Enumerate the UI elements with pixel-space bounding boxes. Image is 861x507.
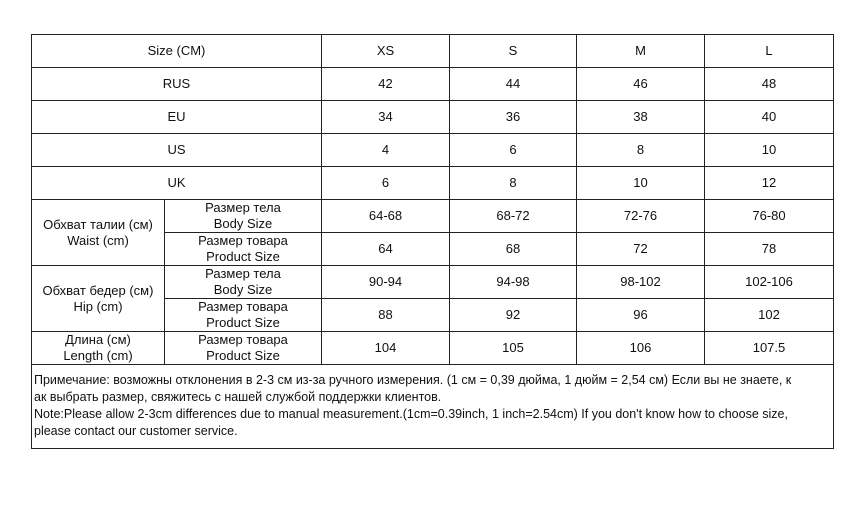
- note-en-line-2: please contact our customer service.: [34, 424, 238, 438]
- product-size-label-en: Product Size: [206, 249, 280, 264]
- table-cell: 96: [577, 299, 705, 332]
- product-size-label: [165, 233, 322, 266]
- table-cell: 8: [577, 134, 705, 167]
- table-cell: 76-80: [705, 200, 834, 233]
- body-size-label-ru: Размер тела: [205, 200, 281, 215]
- body-size-label: [165, 266, 322, 299]
- product-size-label: [165, 299, 322, 332]
- hip-label-en: Hip (cm): [73, 298, 123, 314]
- header-row: [32, 35, 834, 68]
- table-cell: 88: [322, 299, 450, 332]
- length-label-en: Length (cm): [63, 348, 133, 363]
- table-cell: 105: [450, 332, 577, 365]
- size-chart-table: [31, 34, 834, 449]
- table-cell: 40: [705, 101, 834, 134]
- product-size-label-en: Product Size: [206, 315, 280, 330]
- table-cell: 107.5: [705, 332, 834, 365]
- waist-label-en: Waist (cm): [67, 232, 129, 248]
- table-cell: 94-98: [450, 266, 577, 299]
- row-label: UK: [32, 167, 322, 200]
- table-cell: 4: [322, 134, 450, 167]
- table-cell: 10: [705, 134, 834, 167]
- size-s-header: S: [450, 35, 577, 68]
- table-row-waist-body: [32, 200, 834, 233]
- table-cell: 64: [322, 233, 450, 266]
- table-cell: 12: [705, 167, 834, 200]
- table-cell: 90-94: [322, 266, 450, 299]
- product-size-label: [165, 332, 322, 365]
- table-cell: 34: [322, 101, 450, 134]
- size-xs-header: XS: [322, 35, 450, 68]
- table-cell: 6: [450, 134, 577, 167]
- note-ru-line-1: Примечание: возможны отклонения в 2-3 см из-за ручного измерения. (1 см = 0,39 дюйма, 1 дюйм = 2,54 см) Если вы не знаете, к: [34, 373, 792, 387]
- size-m-header: M: [577, 35, 705, 68]
- table-row-eu: [32, 101, 834, 134]
- note-row: [32, 365, 834, 449]
- length-label: [32, 332, 165, 365]
- table-cell: 98-102: [577, 266, 705, 299]
- note-cell: [32, 365, 834, 449]
- table-row-us: [32, 134, 834, 167]
- row-label: RUS: [32, 68, 322, 101]
- table-cell: 68: [450, 233, 577, 266]
- waist-label: [32, 200, 165, 266]
- note-ru-line-2: ак выбрать размер, свяжитесь с нашей службой поддержки клиентов.: [34, 390, 442, 404]
- table-cell: 10: [577, 167, 705, 200]
- table-cell: 46: [577, 68, 705, 101]
- table-cell: 64-68: [322, 200, 450, 233]
- table-row-rus: [32, 68, 834, 101]
- length-label-ru: Длина (см): [65, 332, 131, 347]
- body-size-label-en: Body Size: [213, 282, 273, 297]
- table-cell: 106: [577, 332, 705, 365]
- size-l-header: L: [705, 35, 834, 68]
- hip-label: [32, 266, 165, 332]
- product-size-label-ru: Размер товара: [198, 332, 288, 347]
- table-cell: 68-72: [450, 200, 577, 233]
- row-label: US: [32, 134, 322, 167]
- body-size-label-ru: Размер тела: [205, 266, 281, 281]
- table-row-uk: [32, 167, 834, 200]
- product-size-label-ru: Размер товара: [198, 233, 288, 248]
- table-cell: 102: [705, 299, 834, 332]
- table-cell: 104: [322, 332, 450, 365]
- table-row-length-product: [32, 332, 834, 365]
- table-cell: 36: [450, 101, 577, 134]
- hip-label-ru: Обхват бедер (см): [42, 282, 154, 298]
- table-cell: 102-106: [705, 266, 834, 299]
- table-cell: 48: [705, 68, 834, 101]
- table-cell: 42: [322, 68, 450, 101]
- body-size-label: [165, 200, 322, 233]
- header-label: Size (CM): [32, 35, 322, 68]
- table-cell: 92: [450, 299, 577, 332]
- table-cell: 44: [450, 68, 577, 101]
- table-cell: 8: [450, 167, 577, 200]
- table-cell: 38: [577, 101, 705, 134]
- product-size-label-ru: Размер товара: [198, 299, 288, 314]
- table-cell: 78: [705, 233, 834, 266]
- table-row-hip-body: [32, 266, 834, 299]
- row-label: EU: [32, 101, 322, 134]
- waist-label-ru: Обхват талии (см): [43, 216, 153, 232]
- table-cell: 6: [322, 167, 450, 200]
- body-size-label-en: Body Size: [213, 216, 273, 231]
- note-en-line-1: Note:Please allow 2-3cm differences due to manual measurement.(1cm=0.39inch, 1 inch=2.54cm) If you don't know how to choose size,: [34, 407, 788, 421]
- table-cell: 72: [577, 233, 705, 266]
- table-cell: 72-76: [577, 200, 705, 233]
- product-size-label-en: Product Size: [206, 348, 280, 363]
